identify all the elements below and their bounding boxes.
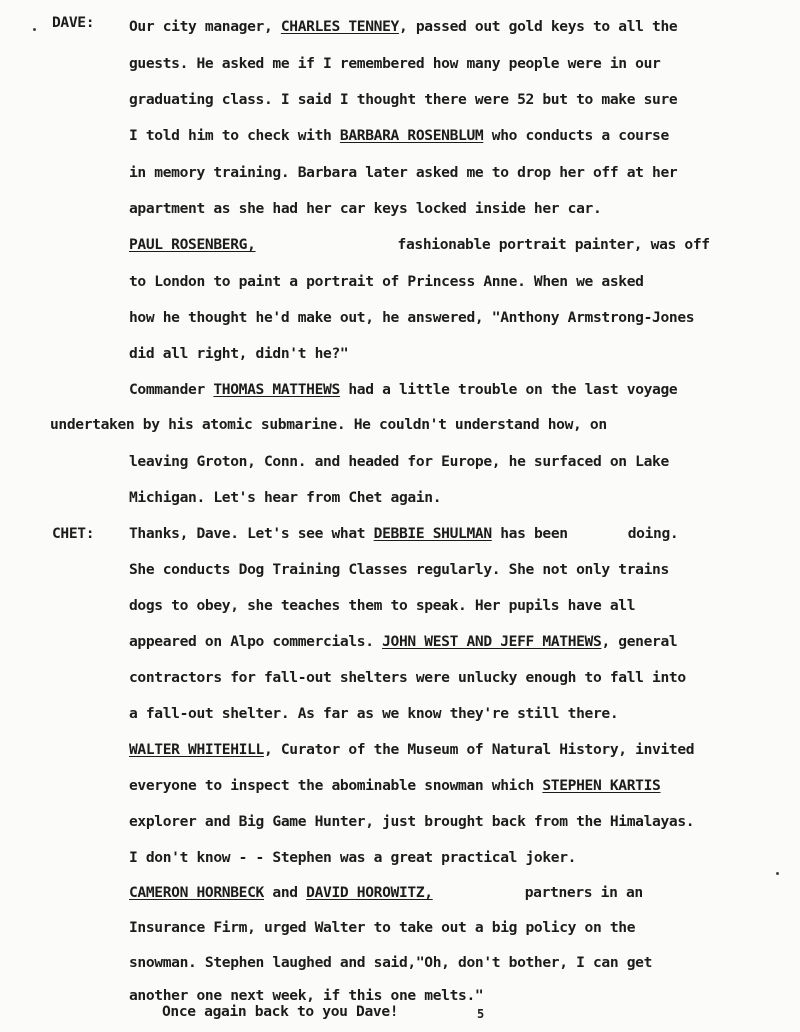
text-line: Insurance Firm, urged Walter to take out a big policy on the — [129, 919, 636, 936]
highlighted-name: JOHN WEST AND JEFF MATHEWS — [382, 633, 602, 650]
text-line: Once again back to you Dave! — [162, 1003, 399, 1020]
highlighted-name: WALTER WHITEHILL — [129, 741, 264, 758]
text-line: did all right, didn't he?" — [129, 345, 349, 362]
text-run: I told him to check with — [129, 127, 340, 144]
text-line: how he thought he'd make out, he answered, "Anthony Armstrong-Jones — [129, 309, 695, 326]
text-line — [129, 741, 694, 759]
text-line: another one next week, if this one melts." — [129, 987, 484, 1004]
text-line: Michigan. Let's hear from Chet again. — [129, 489, 442, 506]
text-line: a fall-out shelter. As far as we know they're still there. — [129, 705, 619, 722]
text-run: has been — [491, 525, 568, 542]
text-line: apartment as she had her car keys locked inside her car. — [129, 200, 602, 217]
highlighted-name: PAUL ROSENBERG, — [129, 236, 256, 253]
text-line: explorer and Big Game Hunter, just brought back from the Himalayas. — [129, 813, 695, 830]
text-line: contractors for fall-out shelters were unlucky enough to fall into — [129, 669, 686, 686]
text-line: dogs to obey, she teaches them to speak. Her pupils have all — [129, 597, 636, 614]
text-run: had a little trouble on the last voyage — [339, 381, 678, 398]
text-line — [129, 18, 677, 36]
text-run: appeared on Alpo commercials. — [129, 633, 383, 650]
ink-speck — [33, 28, 36, 31]
text-run: Thanks, Dave. Let's see what — [129, 525, 374, 542]
highlighted-name: STEPHEN KARTIS — [542, 777, 661, 794]
text-line: snowman. Stephen laughed and said,"Oh, don't bother, I can get — [129, 954, 653, 971]
text-line: undertaken by his atomic submarine. He couldn't understand how, on — [50, 416, 607, 433]
text-line: in memory training. Barbara later asked me to drop her off at her — [129, 164, 678, 181]
speaker-label-dave: DAVE: — [52, 14, 95, 31]
page-number: 5 — [477, 1007, 484, 1021]
text-line — [129, 236, 710, 254]
highlighted-name: CHARLES TENNEY — [280, 18, 399, 35]
text-line: to London to paint a portrait of Princess Anne. When we asked — [129, 273, 644, 290]
text-line — [129, 633, 677, 651]
text-line: graduating class. I said I thought there were 52 but to make sure — [129, 91, 678, 108]
highlighted-name: CAMERON HORNBECK — [129, 884, 264, 901]
text-run: doing. — [627, 525, 679, 542]
ink-speck — [776, 872, 779, 875]
text-run: partners in an — [524, 884, 643, 901]
text-run: fashionable portrait painter, was off — [397, 236, 710, 253]
text-run: who conducts a course — [483, 127, 669, 144]
text-line: leaving Groton, Conn. and headed for Europe, he surfaced on Lake — [129, 453, 669, 470]
text-line — [129, 884, 643, 902]
highlighted-name: BARBARA ROSENBLUM — [339, 127, 484, 144]
text-line — [129, 381, 677, 399]
text-run: , passed out gold keys to all the — [398, 18, 678, 35]
text-line: I don't know - - Stephen was a great practical joker. — [129, 849, 577, 866]
text-run: and — [263, 884, 307, 901]
text-run: , general — [601, 633, 678, 650]
text-line: guests. He asked me if I remembered how many people were in our — [129, 55, 661, 72]
text-run: Our city manager, — [129, 18, 281, 35]
highlighted-name: THOMAS MATTHEWS — [213, 381, 340, 398]
text-line: She conducts Dog Training Classes regularly. She not only trains — [129, 561, 669, 578]
text-run: , Curator of the Museum of Natural History, invited — [263, 741, 695, 758]
text-line — [129, 127, 669, 145]
highlighted-name: DAVID HOROWITZ, — [306, 884, 433, 901]
speaker-label-chet: CHET: — [52, 525, 95, 542]
text-run: Commander — [129, 381, 214, 398]
text-line — [129, 777, 660, 795]
highlighted-name: DEBBIE SHULMAN — [373, 525, 492, 542]
text-line — [129, 525, 678, 543]
text-run: everyone to inspect the abominable snowman which — [129, 777, 543, 794]
